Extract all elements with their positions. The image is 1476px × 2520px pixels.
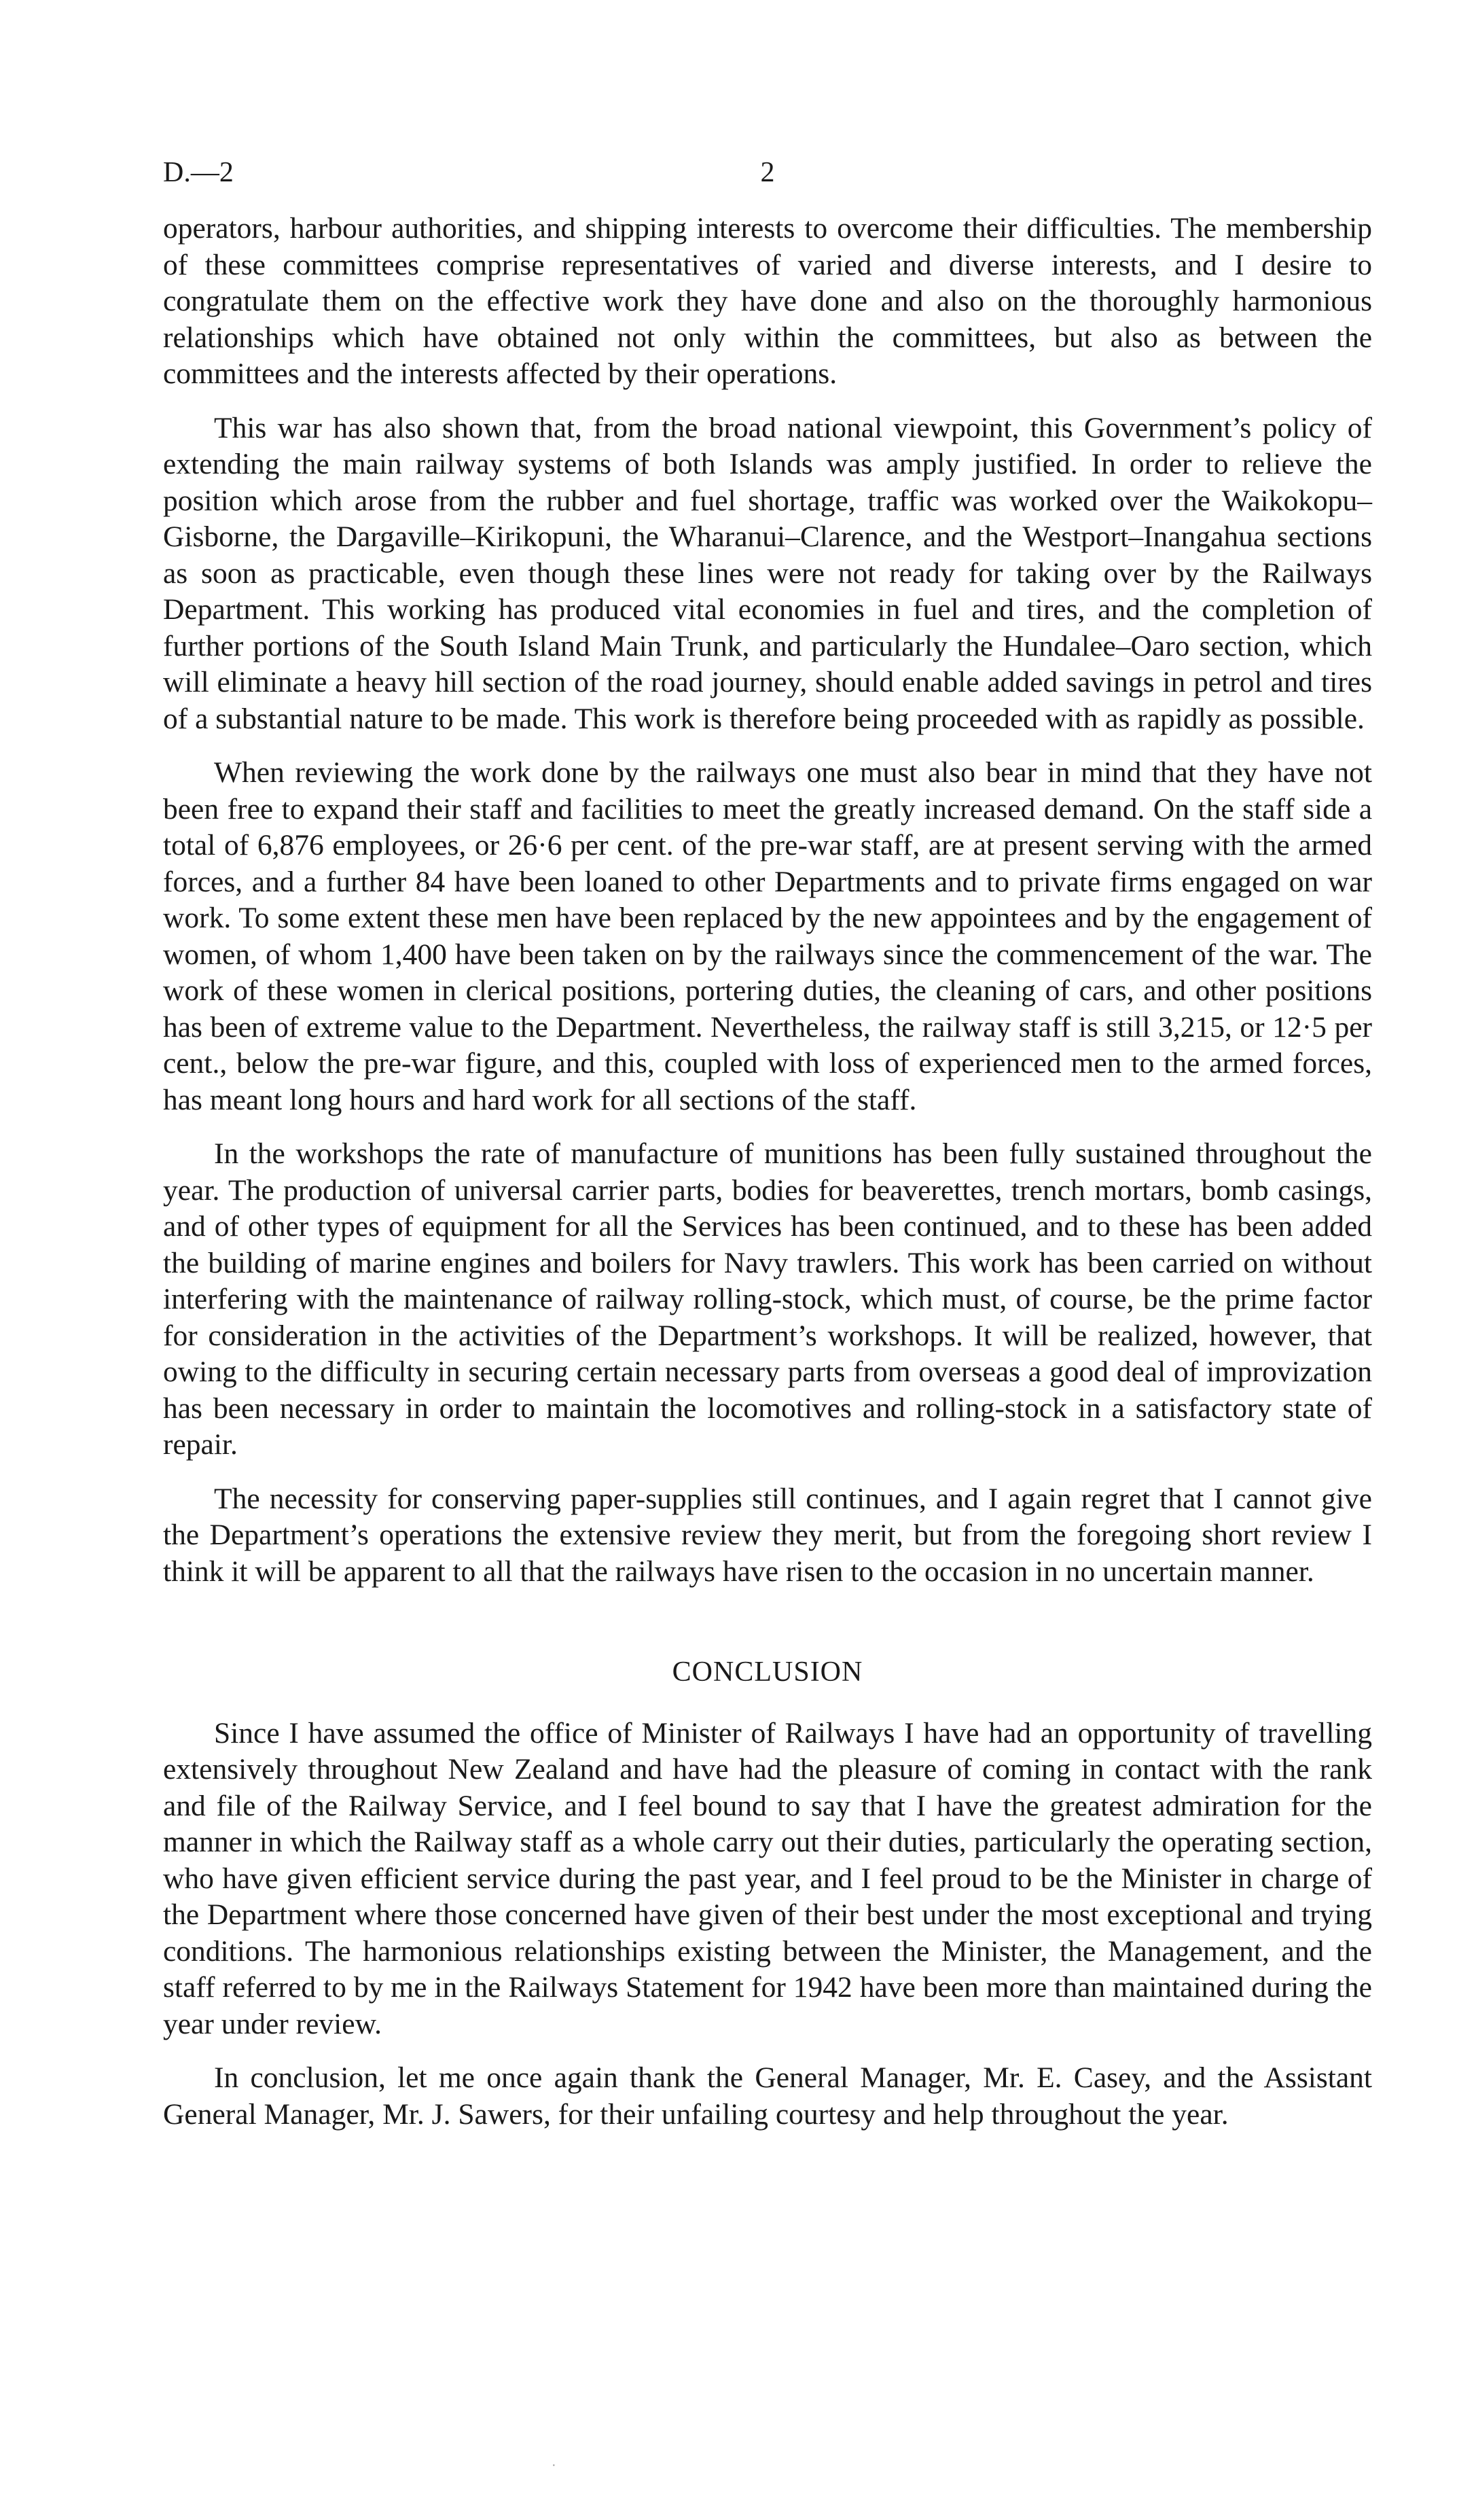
paragraph: The necessity for conserving paper-supplies still continues, and I again regret that I cannot give the Department’s operations the extensive review they merit, but from the foregoing short review I think it will be apparent to all that the railways have risen to the occasion in no uncertain manner. xyxy=(163,1482,1372,1588)
document-page xyxy=(163,156,1372,2133)
paragraph: In the workshops the rate of manufacture of munitions has been fully sustained throughout the year. The production of universal carrier parts, bodies for beaverettes, trench mortars, bomb casings, and of other types of equipment for all the Services has been continued, and to these has been added the building of marine engines and boilers for Navy trawlers. This work has been carried on without interfering with the maintenance of railway rolling-stock, which must, of course, be the prime factor for consideration in the activities of the Department’s workshops. It will be realized, however, that owing to the difficulty in securing certain necessary parts from overseas a good deal of improvization has been necessary in order to maintain the locomotives and rolling-stock in a satisfactory state of repair. xyxy=(163,1137,1372,1461)
page-number: 2 xyxy=(760,157,775,188)
paragraph: Since I have assumed the office of Minister of Railways I have had an opportunity of travelling extensively throughout New Zealand and have had the pleasure of coming in contact with the rank and file of the Railway Service, and I feel bound to say that I have the greatest admiration for the manner in which the Railway staff as a whole carry out their duties, particularly the operating section, who have given efficient service during the past year, and I feel proud to be the Minister in charge of the Department where those concerned have given of their best under the most exceptional and trying conditions. The harmonious relationships existing between the Minister, the Management, and the staff referred to by me in the Railways Statement for 1942 have been more than maintained during the year under review. xyxy=(163,1716,1372,2040)
body-text xyxy=(163,211,1372,2133)
section-heading: CONCLUSION xyxy=(672,1656,863,1688)
document-reference: D.—2 xyxy=(163,157,234,188)
paragraph: This war has also shown that, from the broad national viewpoint, this Government’s policy of extending the main railway systems of both Islands was amply justified. In order to relieve the position which arose from the rubber and fuel shortage, traffic was worked over the Waikokopu–Gisborne, the Dargaville–Kirikopuni, the Wharanui–Clarence, and the Westport–Inangahua sections as soon as practicable, even though these lines were not ready for taking over by the Railways Department. This working has produced vital economies in fuel and tires, and the completion of further portions of the South Island Main Trunk, and particularly the Hundalee–Oaro section, which will eliminate a heavy hill section of the road journey, should enable added savings in petrol and tires of a substantial nature to be made. This work is therefore being proceeded with as rapidly as possible. xyxy=(163,411,1372,735)
page-header xyxy=(163,156,1372,211)
paragraph: When reviewing the work done by the railways one must also bear in mind that they have not been free to expand their staff and facilities to meet the greatly increased demand. On the staff side a total of 6,876 employees, or 26·6 per cent. of the pre-war staff, are at present serving with the armed forces, and a further 84 have been loaned to other Departments and to private firms engaged on war work. To some extent these men have been replaced by the new appointees and by the engagement of women, of whom 1,400 have been taken on by the railways since the commencement of the war. The work of these women in clerical positions, portering duties, the cleaning of cars, and other positions has been of extreme value to the Department. Nevertheless, the railway staff is still 3,215, or 12·5 per cent., below the pre-war figure, and this, coupled with loss of experienced men to the armed forces, has meant long hours and hard work for all sections of the staff. xyxy=(163,756,1372,1116)
paragraph: operators, harbour authorities, and shipping interests to overcome their difficulties. The membership of these committees comprise representatives of varied and diverse interests, and I desire to congratulate them on the effective work they have done and also on the thoroughly harmonious relationships which have obtained not only within the committees, but also as between the committees and the interests affected by their operations. xyxy=(163,212,1372,390)
paragraph: In conclusion, let me once again thank the General Manager, Mr. E. Casey, and the Assistant General Manager, Mr. J. Sawers, for their unfailing courtesy and help throughout the year. xyxy=(163,2061,1372,2131)
footer-mark: · xyxy=(552,2458,556,2473)
